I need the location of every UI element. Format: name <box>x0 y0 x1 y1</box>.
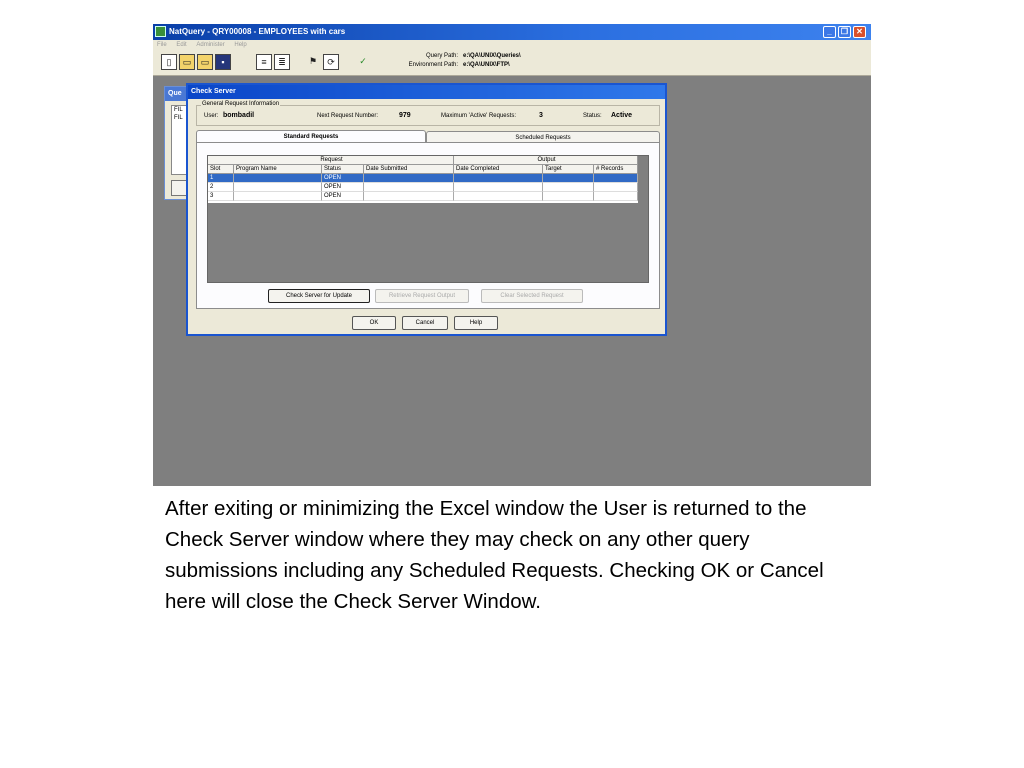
standard-requests-panel <box>196 142 660 309</box>
table-cell[interactable] <box>543 174 594 183</box>
slide-caption: After exiting or minimizing the Excel window the User is returned to the Check Server window where they may check on any other query submissions including any Scheduled Requests. Checking OK or Cancel here will close the Check Server Window. <box>165 497 824 613</box>
clear-request-button[interactable]: Clear Selected Request <box>481 289 583 303</box>
table-row[interactable]: 1 <box>208 174 234 183</box>
query-window-title[interactable]: Que <box>165 87 195 101</box>
table-cell[interactable] <box>364 192 454 201</box>
cancel-button[interactable]: Cancel <box>402 316 448 330</box>
check-server-icon[interactable]: ✓ <box>359 56 367 66</box>
table-cell[interactable] <box>594 174 638 183</box>
table-cell[interactable] <box>543 183 594 192</box>
table-cell[interactable] <box>364 174 454 183</box>
sql-view-icon[interactable]: ≡ <box>256 54 272 70</box>
table-cell[interactable] <box>454 174 543 183</box>
check-server-button[interactable]: Check Server for Update <box>268 289 370 303</box>
check-server-dialog <box>186 83 667 336</box>
table-cell[interactable]: OPEN <box>322 183 364 192</box>
run-icon[interactable]: ⚑ <box>308 56 318 66</box>
table-cell[interactable] <box>234 183 322 192</box>
environment-path-label: Environment Path: <box>408 62 458 68</box>
menu-help[interactable]: Help <box>234 42 247 48</box>
col-status[interactable]: Status <box>322 165 364 174</box>
tab-scheduled-requests[interactable]: Scheduled Requests <box>426 131 660 143</box>
menu-bar <box>153 40 871 51</box>
group-header-request: Request <box>208 156 454 165</box>
table-cell[interactable] <box>454 183 543 192</box>
user-value: bombadil <box>223 112 255 119</box>
table-cell[interactable]: OPEN <box>322 192 364 201</box>
max-active-label: Maximum 'Active' Requests: <box>441 113 516 119</box>
general-request-legend: General Request Information <box>202 101 280 107</box>
table-cell[interactable] <box>234 174 322 183</box>
query-path-label: Query Path: <box>425 53 458 59</box>
max-active-value: 3 <box>539 112 543 119</box>
table-cell[interactable]: OPEN <box>322 174 364 183</box>
menu-edit[interactable]: Edit <box>176 42 187 48</box>
table-cell[interactable] <box>454 192 543 201</box>
restore-icon[interactable]: ❐ <box>838 26 851 38</box>
report-icon[interactable]: ≣ <box>274 54 290 70</box>
open-recent-icon[interactable]: ▭ <box>197 54 213 70</box>
table-cell[interactable] <box>594 192 638 201</box>
next-request-label: Next Request Number: <box>317 113 379 119</box>
status-value: Active <box>611 112 633 119</box>
requests-grid[interactable] <box>207 155 649 283</box>
list-item: FIL <box>174 107 183 113</box>
list-item: FIL <box>174 115 183 121</box>
requests-table <box>208 156 638 203</box>
table-cell[interactable] <box>594 183 638 192</box>
col-program-name[interactable]: Program Name <box>234 165 322 174</box>
table-cell[interactable] <box>234 192 322 201</box>
save-icon[interactable]: ▪ <box>215 54 231 70</box>
table-cell[interactable] <box>543 192 594 201</box>
col-target[interactable]: Target <box>543 165 594 174</box>
open-folder-icon[interactable]: ▭ <box>179 54 195 70</box>
table-cell[interactable] <box>364 183 454 192</box>
group-header-output: Output <box>454 156 638 165</box>
col-date-completed[interactable]: Date Completed <box>454 165 543 174</box>
query-path-value: e:\QA\UNIX\Queries\ <box>463 53 521 59</box>
ok-button[interactable]: OK <box>352 316 396 330</box>
app-title-bar[interactable] <box>153 24 871 40</box>
status-label: Status: <box>583 113 602 119</box>
table-row[interactable]: 3 <box>208 192 234 201</box>
environment-path-value: e:\QA\UNIX\FTP\ <box>463 62 510 68</box>
retrieve-output-button[interactable]: Retrieve Request Output <box>375 289 469 303</box>
toolbar <box>153 51 871 76</box>
schedule-icon[interactable]: ⟳ <box>323 54 339 70</box>
help-button[interactable]: Help <box>454 316 498 330</box>
close-icon[interactable]: ✕ <box>853 26 866 38</box>
col-records[interactable]: # Records <box>594 165 638 174</box>
app-icon <box>155 26 166 37</box>
app-title: NatQuery - QRY00008 - EMPLOYEES with cars <box>169 27 346 36</box>
next-request-value: 979 <box>399 112 411 119</box>
menu-administer[interactable]: Administer <box>196 42 225 48</box>
table-row[interactable]: 2 <box>208 183 234 192</box>
minimize-icon[interactable]: _ <box>823 26 836 38</box>
col-slot[interactable]: Slot <box>208 165 234 174</box>
new-file-icon[interactable]: ▯ <box>161 54 177 70</box>
dialog-title[interactable]: Check Server <box>188 85 665 99</box>
menu-file[interactable]: File <box>157 42 167 48</box>
user-label: User: <box>204 113 219 119</box>
tab-standard-requests[interactable]: Standard Requests <box>196 130 426 143</box>
general-request-info <box>196 101 660 126</box>
col-date-submitted[interactable]: Date Submitted <box>364 165 454 174</box>
